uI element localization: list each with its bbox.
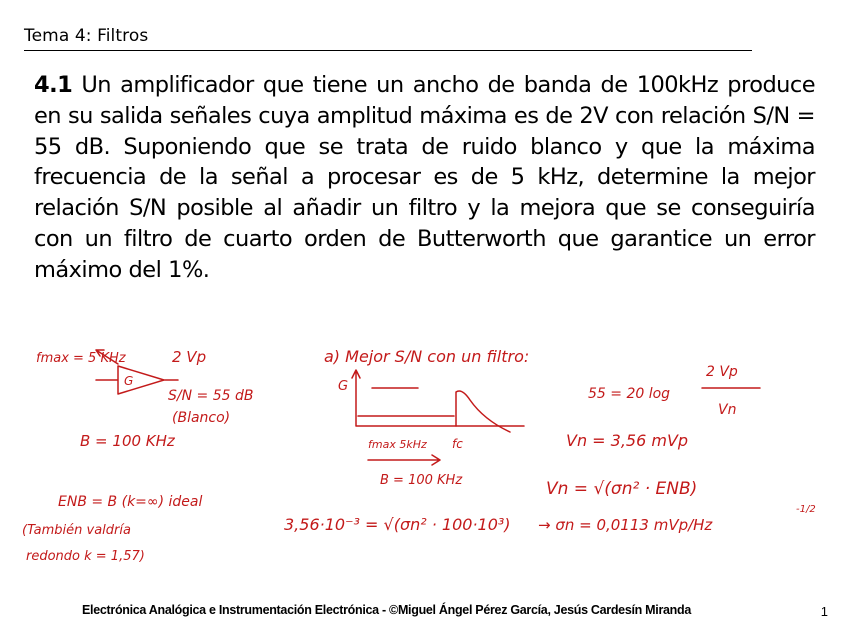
note-vn-formula: Vn = √(σn² · ENB) [546, 479, 698, 499]
bandwidth-arrow [368, 455, 440, 465]
footer-credit: Electrónica Analógica e Instrumentación Electrónica - ©Miguel Ángel Pérez García, Jesús Cardesín Miranda [82, 603, 691, 617]
amplifier-triangle [96, 366, 178, 394]
note-sn: S/N = 55 dB [168, 388, 254, 404]
note-enb: ENB = B (k=∞) ideal [58, 494, 203, 510]
note-vp: 2 Vp [172, 348, 207, 366]
note-eq-log-num: 2 Vp [706, 364, 738, 380]
note-b-axis: B = 100 KHz [380, 473, 463, 488]
note-real-2: redondo k = 1,57) [26, 549, 145, 564]
note-eq-log-den: Vn [718, 402, 737, 418]
note-fmax-axis: fmax 5kHz [368, 438, 427, 451]
note-amp: G [124, 374, 134, 388]
problem-text: Un amplificador que tiene un ancho de banda de 100kHz produce en su salida señales cuya amplitud máxima es de 2V con relación S/N = 55 dB. Suponiendo que se trata de ruido blanco y que la máxima frecuencia de la señal a procesar es de 5 kHz, determine la mejor relación S/N posible al añadir un filtro y la mejora que se conseguiría con un filtro de cuarto orden de Butterworth que garantice un error máximo del 1%. [34, 72, 815, 283]
note-section-a: a) Mejor S/N con un filtro: [324, 347, 530, 366]
note-real-1: (También valdría [22, 523, 131, 538]
note-calc-left: 3,56·10⁻³ = √(σn² · 100·10³) [284, 515, 511, 534]
note-calc-result: → σn = 0,0113 mVp/Hz [538, 516, 713, 534]
problem-number: 4.1 [34, 72, 73, 98]
note-g-axis: G [338, 379, 349, 394]
note-bw: B = 100 KHz [80, 432, 175, 450]
note-eq-log-left: 55 = 20 log [588, 386, 671, 402]
page-number: 1 [820, 604, 828, 619]
note-calc-exp: -1/2 [796, 504, 816, 515]
graph-axes [352, 370, 524, 426]
note-blanco: (Blanco) [172, 410, 231, 426]
note-fmax: fmax = 5 KHz [36, 351, 126, 366]
note-fc-axis: fc [452, 437, 463, 451]
page-header-title: Tema 4: Filtros [24, 26, 149, 46]
note-vn-value: Vn = 3,56 mVp [566, 431, 689, 450]
